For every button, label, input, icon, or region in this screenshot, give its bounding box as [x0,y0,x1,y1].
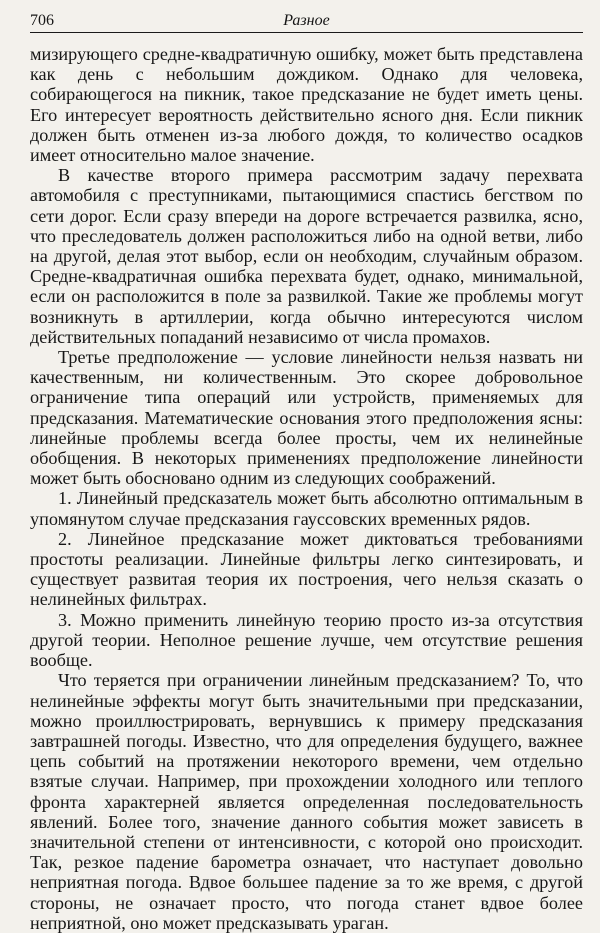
list-item-1: 1. Линейный предсказатель может быть абсолютно оптимальным в упомянутом случае предсказания гауссовских временных рядов. [30,488,583,529]
running-head: Разное [283,12,330,29]
page-number: 706 [30,12,54,29]
list-item-3: 3. Можно применить линейную теорию просто из-за отсутствия другой теории. Неполное решение лучше, чем отсутствие решения вообще. [30,609,583,671]
body-text [30,44,583,933]
paragraph-continuation: мизирующего средне-квадратичную ошибку, может быть представлена как день с небольшим дождиком. Однако для человека, собирающегося на пикник, такое предсказание не будет иметь цены. Его интересует вероятность действительно ясного дня. Если пикник должен быть отменен из-за любого дождя, то количество осадков имеет относительно малое значение. [30,44,583,166]
list-item-2: 2. Линейное предсказание может диктоваться требованиями простоты реализации. Линейные фильтры легко синтезировать, и существует развитая теория их построения, чего нельзя сказать о нелинейных фильтрах. [30,528,583,610]
paragraph-nonlinear-effects: Что теряется при ограничении линейным предсказанием? То, что нелинейные эффекты могут быть значительными при предсказании, можно проиллюстрировать, вернувшись к примеру предсказания завтрашней погоды. Известно, что для определения будущего, важнее цепь событий на протяжении некоторого времени, чем отдельно взятые случаи. Например, при прохождении холодного или теплого фронта характерней является определенная последовательность явлений. Более того, значение данного события может зависеть в значительной степени от интенсивности, с которой оно происходит. Так, резкое падение барометра означает, что наступает довольно неприятная погода. Вдвое большее падение за то же время, с другой стороны, не означает просто, что погода станет вдвое более неприятной, оно может предсказывать ураган. [30,670,583,933]
paragraph-interception-example: В качестве второго примера рассмотрим задачу перехвата автомобиля с преступниками, пытающимися спастись бегством по сети дорог. Если сразу впереди на дороге встречается развилка, ясно, что преследователь должен расположиться либо на одной ветви, либо на другой, делая этот выбор, если он необходим, случайным образом. Средне-квадратичная ошибка перехвата будет, однако, минимальной, если он расположится в поле за развилкой. Такие же проблемы могут возникнуть в артиллерии, когда обычно интересуются числом действительных попаданий независимо от числа промахов. [30,165,583,347]
page-header [30,10,583,33]
paragraph-linearity-assumption: Третье предположение — условие линейности нельзя назвать ни качественным, ни количественным. Это скорее добровольное ограничение типа операций или устройств, применяемых для предсказания. Математические основания этого предположения ясны: линейные проблемы всегда более просты, чем их нелинейные обобщения. В некоторых применениях предположение линейности может быть обосновано одним из следующих соображений. [30,347,583,489]
